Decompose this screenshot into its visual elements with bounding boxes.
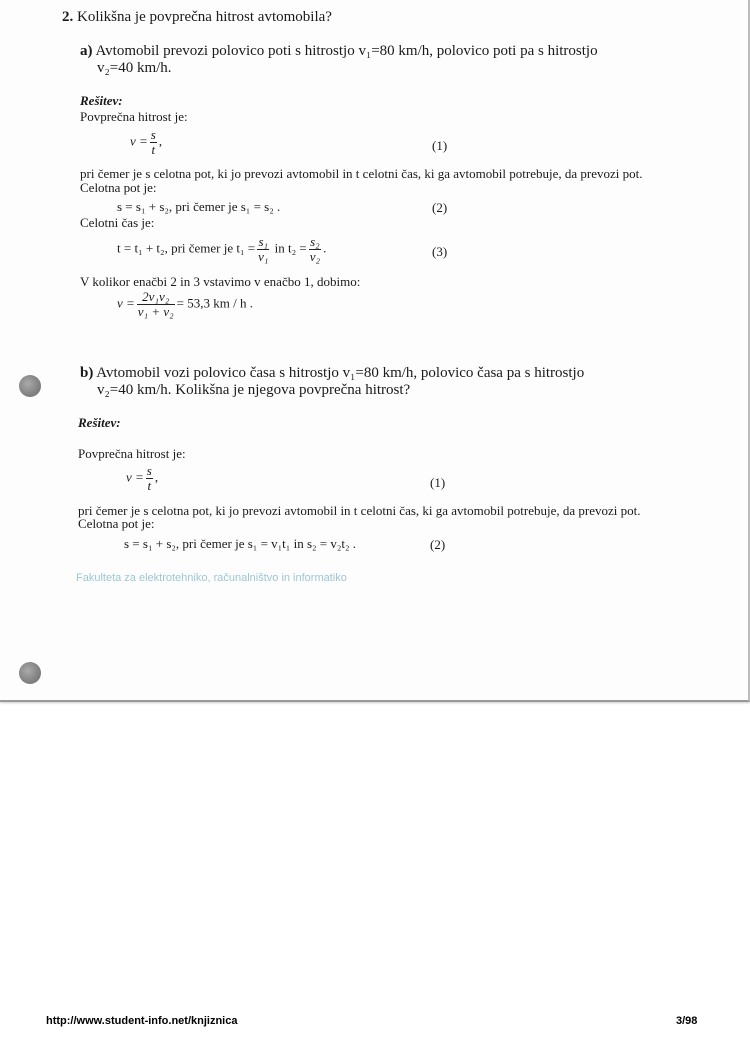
punch-hole — [19, 375, 41, 397]
part-a-label: a) — [80, 43, 93, 59]
equation-number: (1) — [430, 475, 446, 490]
eq-den: t — [147, 478, 152, 493]
equation-3 — [117, 235, 326, 264]
eq-lhs: v = — [117, 295, 135, 311]
equation-2: s = s₁ + s₂, pri čemer je s₁ = s₂ . — [117, 199, 281, 214]
eq-den: v₁ + v₂ — [137, 304, 174, 319]
problem-number: 2. — [62, 9, 74, 25]
result-value: = 53,3 km / h . — [176, 295, 253, 311]
intro-text: Povprečna hitrost je: — [80, 109, 188, 124]
explanation-text: pri čemer je s celotna pot, ki jo prevozi avtomobil in t celotni čas, ki ga avtomobil potrebuje, da prevozi pot. — [78, 503, 641, 518]
eq-num: 2v₁v₂ — [142, 289, 170, 304]
eq-pre: t = t₁ + t₂, pri čemer je t₁ = — [117, 240, 256, 256]
eq-mid: in t₂ = — [274, 240, 307, 256]
part-a-line1: Avtomobil prevozi polovico poti s hitrostjo v₁=80 km/h, polovico poti pa s hitrostjo — [95, 43, 598, 59]
equation-1 — [130, 128, 162, 157]
equation-1 — [126, 464, 158, 493]
eq-num: s — [146, 463, 152, 478]
equation-2: s = s₁ + s₂, pri čemer je s₁ = v₁t₁ in s₂ = v₂t₂ . — [124, 536, 357, 551]
part-b-question — [80, 365, 584, 382]
part-b-line2: v₂=40 km/h. Kolikšna je njegova povprečna hitrost? — [97, 382, 411, 398]
eq-tail: , — [154, 469, 159, 485]
eq-den: v₁ — [258, 249, 269, 264]
path-label: Celotna pot je: — [80, 180, 157, 195]
eq-den: v₂ — [309, 249, 321, 264]
eq-lhs: v = — [126, 469, 144, 485]
punch-hole — [19, 662, 41, 684]
eq-tail: . — [323, 240, 327, 256]
result-equation — [117, 290, 253, 319]
eq-tail: , — [158, 133, 163, 149]
part-b-label: b) — [80, 365, 94, 381]
time-label: Celotni čas je: — [80, 215, 155, 230]
solution-label: Rešitev: — [78, 415, 121, 430]
equation-number: (3) — [432, 244, 448, 259]
equation-number: (1) — [432, 138, 448, 153]
intro-text: Povprečna hitrost je: — [78, 446, 186, 461]
problem-heading — [62, 9, 332, 26]
equation-number: (2) — [432, 200, 448, 215]
eq-num: s₁ — [258, 234, 269, 249]
path-label: Celotna pot je: — [78, 516, 155, 531]
substitution-text: V kolikor enačbi 2 in 3 vstavimo v enačbo 1, dobimo: — [80, 274, 361, 289]
problem-title: Kolikšna je povprečna hitrost avtomobila? — [77, 9, 332, 25]
footer-url[interactable]: http://www.student-info.net/knjiznica — [46, 1015, 238, 1027]
eq-lhs: v = — [130, 133, 148, 149]
eq-num: s — [150, 127, 156, 142]
eq-num: s₂ — [310, 234, 320, 249]
part-a-line2: v₂=40 km/h. — [97, 60, 172, 76]
solution-label: Rešitev: — [80, 93, 123, 108]
faculty-watermark: Fakulteta za elektrotehniko, računalništvo in informatiko — [76, 572, 347, 584]
page-number: 3/98 — [676, 1015, 698, 1027]
eq-den: t — [151, 142, 156, 157]
equation-number: (2) — [430, 537, 446, 552]
explanation-text: pri čemer je s celotna pot, ki jo prevozi avtomobil in t celotni čas, ki ga avtomobil potrebuje, da prevozi pot. — [80, 166, 643, 181]
part-b-line1: Avtomobil vozi polovico časa s hitrostjo v₁=80 km/h, polovico časa pa s hitrostjo — [96, 365, 585, 381]
part-a-question — [80, 43, 598, 60]
